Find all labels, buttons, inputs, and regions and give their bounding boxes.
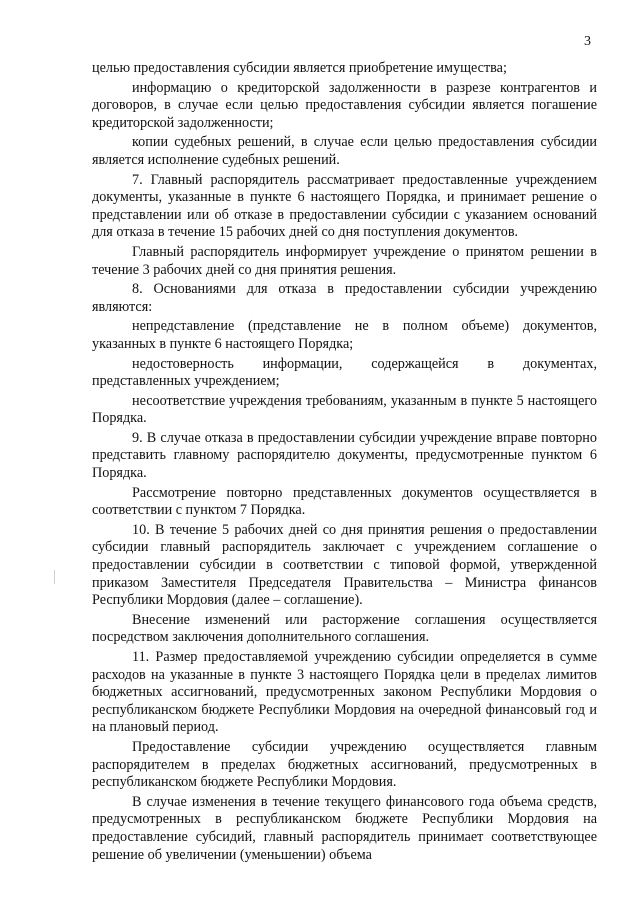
paragraph: информацию о кредиторской задолженности в разрезе контрагентов и договоров, в случае если целью предоставления субсидии является погашение кредиторской задолженности;	[92, 79, 597, 131]
paragraph: 9. В случае отказа в предоставлении субсидии учреждение вправе повторно представить главному распорядителю документы, предусмотренные пунктом 6 Порядка.	[92, 429, 597, 482]
paragraph: Рассмотрение повторно представленных документов осуществляется в соответствии с пунктом 7 Порядка.	[92, 484, 597, 519]
paragraph: целью предоставления субсидии является приобретение имущества;	[92, 60, 507, 76]
page-number: 3	[584, 34, 591, 49]
paragraph: 7. Главный распорядитель рассматривает предоставленные учреждением документы, указанные в пункте 6 настоящего Порядка, и принимает решение о представлении или об отказе в предоставлении субсидии с указанием оснований для отказа в течение 15 рабочих дней со дня поступления документов.	[92, 171, 597, 241]
paragraph: недостоверность информации, содержащейся в документах, представленных учреждением;	[92, 355, 597, 390]
paragraph: несоответствие учреждения требованиям, указанным в пункте 5 настоящего Порядка.	[92, 392, 597, 427]
paragraph: непредставление (представление не в полном объеме) документов, указанных в пункте 6 настоящего Порядка;	[92, 318, 597, 352]
paragraph: 11. Размер предоставляемой учреждению субсидии определяется в сумме расходов на указанные в пункте 3 настоящего Порядка цели в пределах лимитов бюджетных ассигнований, предусмотренных законом Республики Мордовия о республиканском бюджете Республики Мордовия на очередной финансовый год и на плановый период.	[92, 649, 597, 736]
paragraph: Внесение изменений или расторжение соглашения осуществляется посредством заключения дополнительного соглашения.	[92, 611, 597, 646]
paragraph: Главный распорядитель информирует учреждение о принятом решении в течение 3 рабочих дней со дня принятия решения.	[92, 243, 597, 278]
paragraph: 10. В течение 5 рабочих дней со дня принятия решения о предоставлении субсидии главный распорядитель заключает с учреждением соглашение о предоставлении субсидии в соответствии с типовой формой, утвержденной приказом Заместителя Председателя Правительства – Министра финансов Республики Мордовия (далее – соглашение).	[92, 521, 597, 609]
document-body	[92, 60, 597, 864]
paragraph: В случае изменения в течение текущего финансового года объема средств, предусмотренных в республиканском бюджете Республики Мордовия на предоставление субсидий, главный распорядитель принимает соответствующее решение об увеличении (уменьшении) объема	[92, 793, 597, 863]
margin-mark	[54, 570, 55, 584]
paragraph: копии судебных решений, в случае если целью предоставления субсидии является исполнение судебных решений.	[92, 134, 597, 168]
paragraph: 8. Основаниями для отказа в предоставлении субсидии учреждению являются:	[92, 281, 597, 315]
paragraph: Предоставление субсидии учреждению осуществляется главным распорядителем в пределах бюджетных ассигнований, предусмотренных в республиканском бюджете Республики Мордовия.	[92, 738, 597, 791]
